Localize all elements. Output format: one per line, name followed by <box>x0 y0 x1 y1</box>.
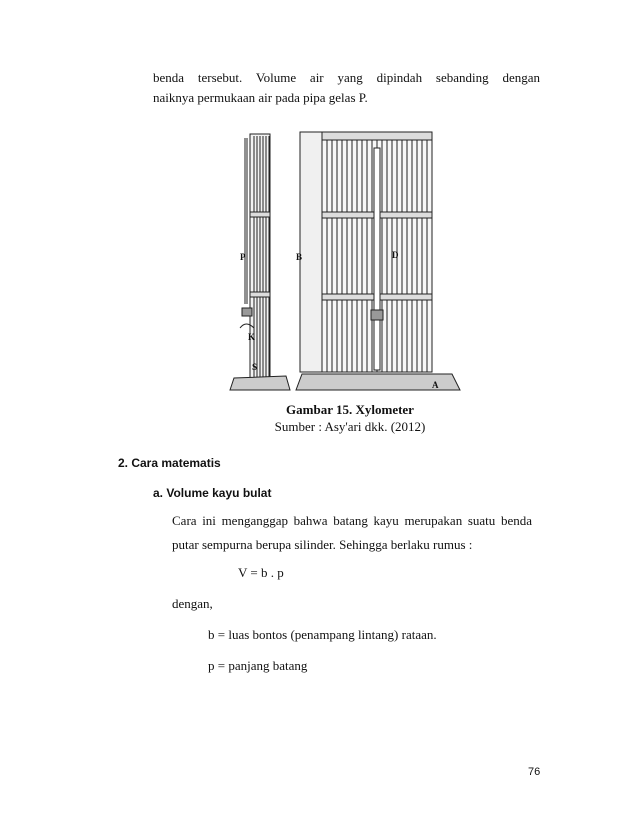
section-heading: 2. Cara matematis <box>118 456 221 470</box>
subsection-heading: a. Volume kayu bulat <box>153 486 272 500</box>
label-k: K <box>248 332 256 342</box>
label-b: B <box>296 252 303 262</box>
label-s: S <box>252 362 258 372</box>
figure-caption-source: Sumber : Asy'ari dkk. (2012) <box>274 419 426 434</box>
dengan-label: dengan, <box>172 596 213 611</box>
paragraph-line-2: putar sempurna berupa silinder. Sehingga berlaku rumus : <box>172 537 473 552</box>
definition-b: b = luas bontos (penampang lintang) rataan. <box>208 627 437 642</box>
xylometer-figure <box>226 128 466 394</box>
formula: V = b . p <box>238 565 284 580</box>
right-cylinder <box>300 132 432 372</box>
paragraph-line-1: Cara ini menganggap bahwa batang kayu merupakan suatu benda <box>172 513 532 528</box>
label-d: D <box>392 250 399 260</box>
intro-line-2: naiknya permukaan air pada pipa gelas P. <box>153 90 368 105</box>
figure-caption-title: Gambar 15. Xylometer <box>286 402 414 417</box>
page-number: 76 <box>528 766 541 778</box>
intro-line-1: benda tersebut. Volume air yang dipindah sebanding dengan <box>153 70 540 85</box>
label-a: A <box>432 380 439 390</box>
definition-p: p = panjang batang <box>208 658 308 673</box>
label-p: P <box>240 252 246 262</box>
